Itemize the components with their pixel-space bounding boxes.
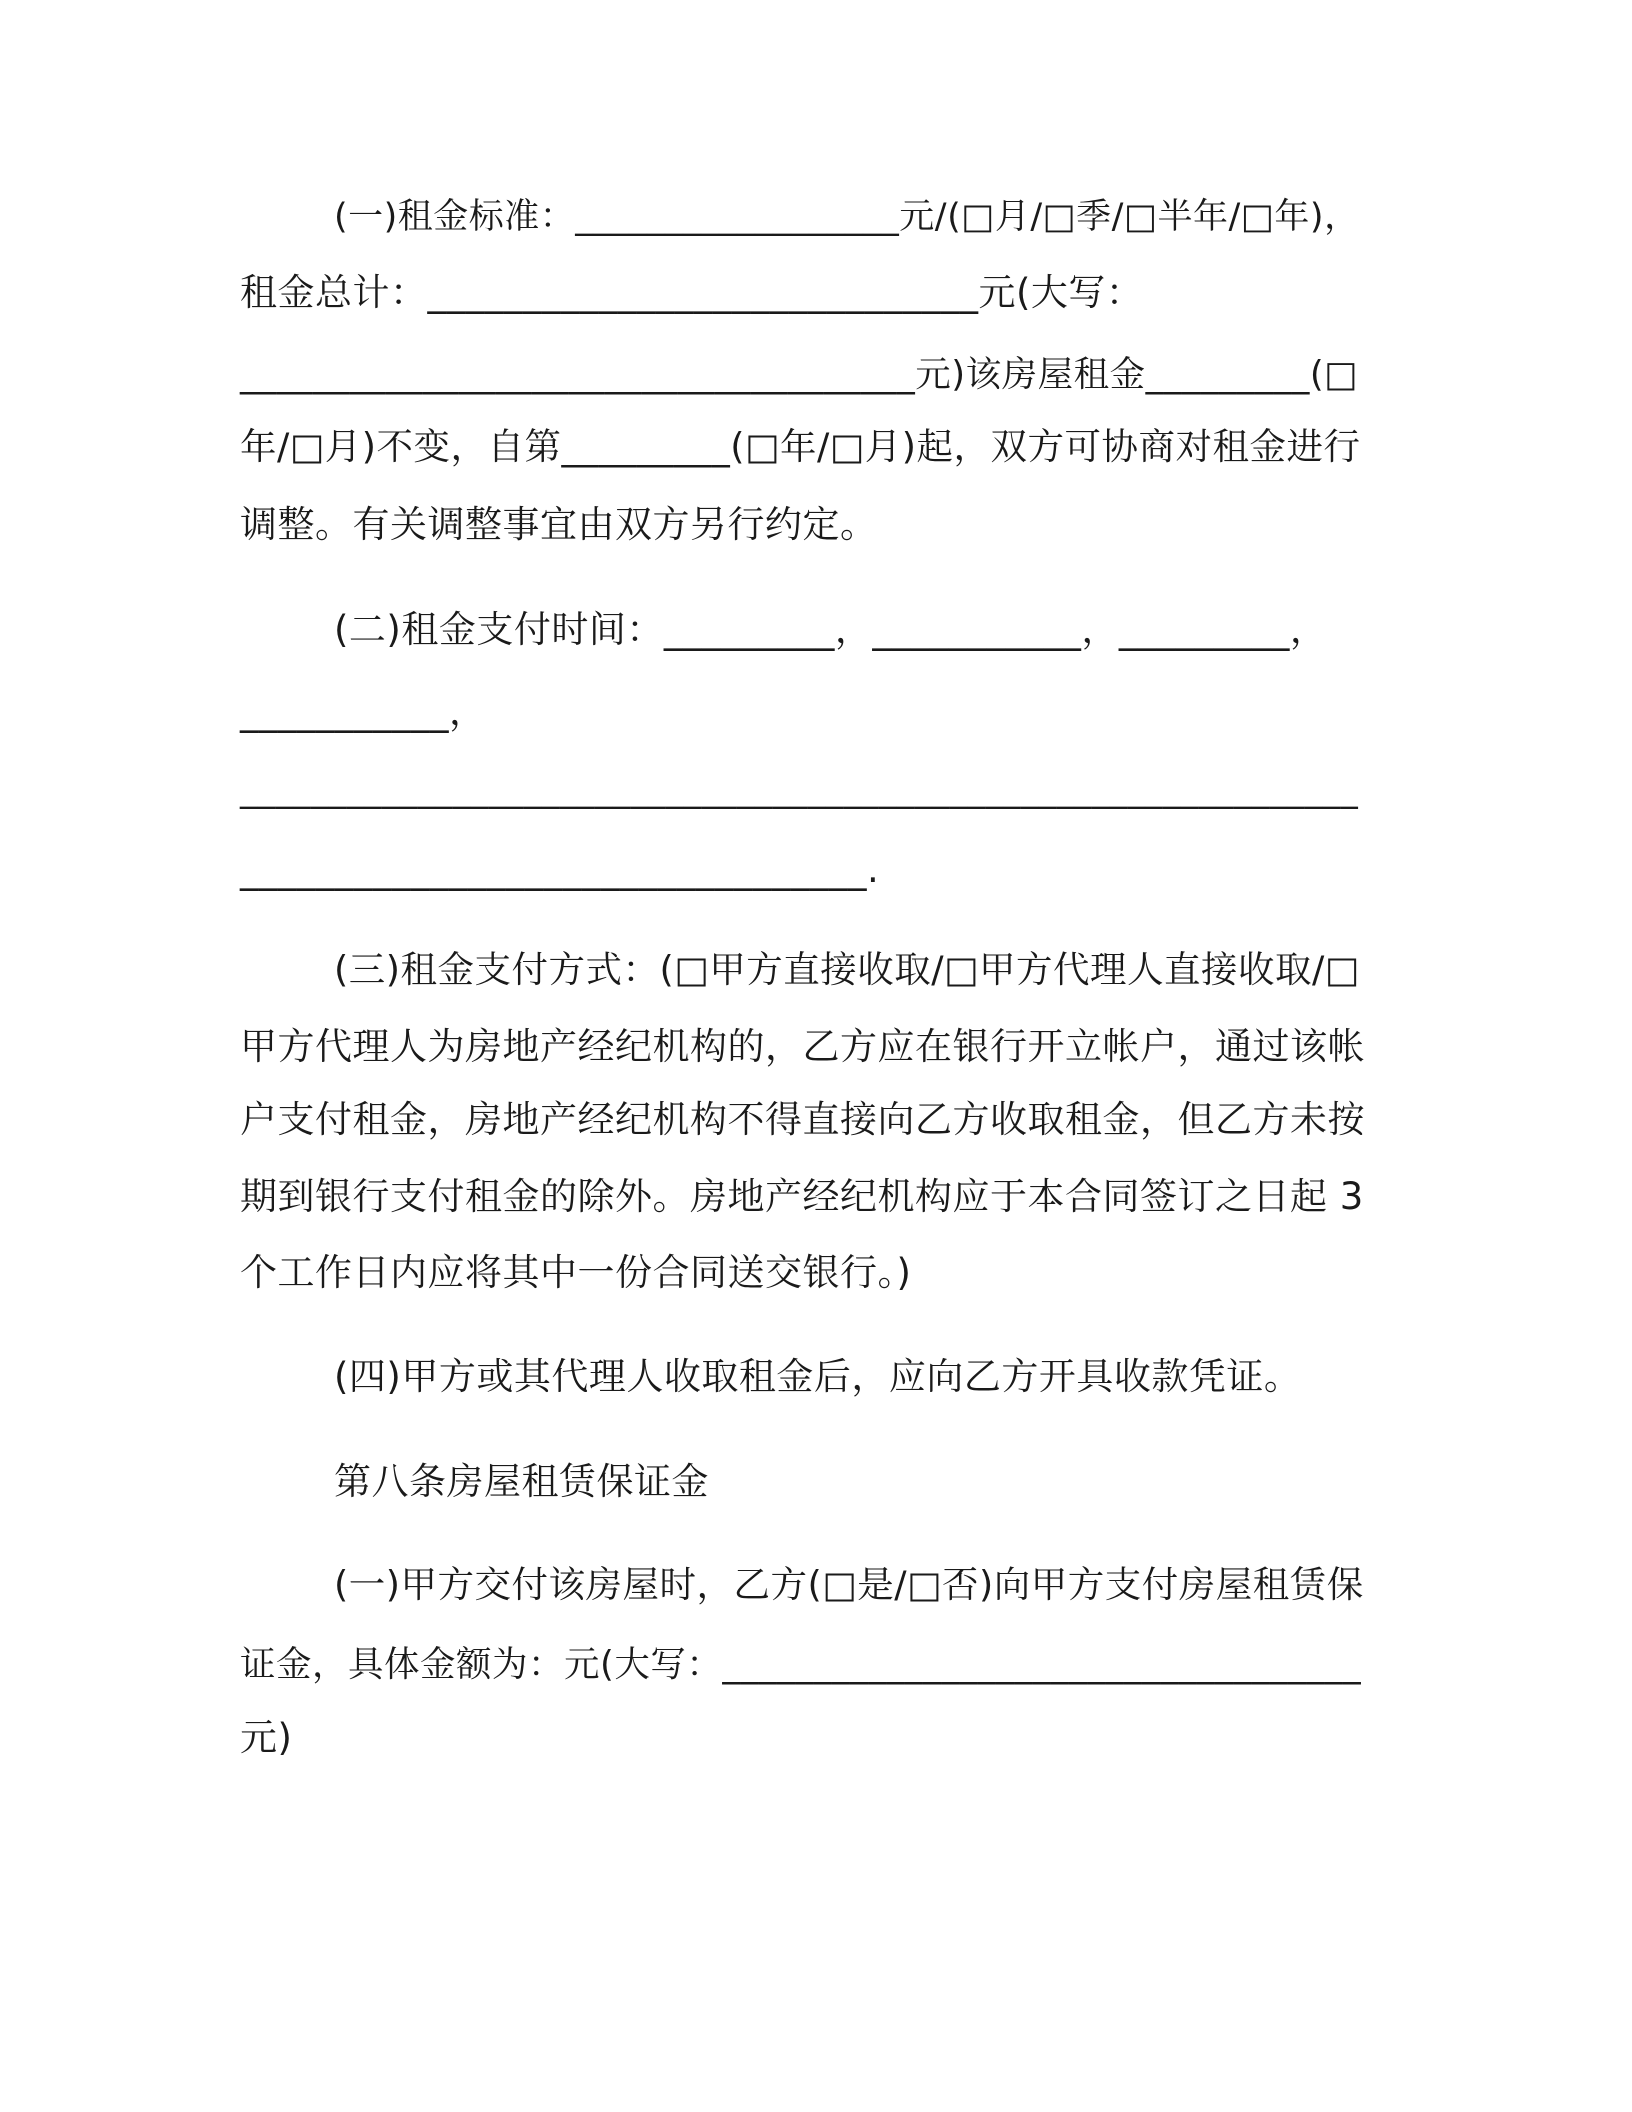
rent-standard-line: (一)租金标准：__________________元/(□月/□季/□半年/□年)， bbox=[334, 197, 1360, 237]
payment-method-line-3: 户支付租金，房地产经纪机构不得直接向乙方收取租金，但乙方未按 bbox=[240, 1098, 1365, 1141]
article-eight-heading: 第八条房屋租赁保证金 bbox=[334, 1460, 709, 1503]
rent-adjust-line: 年/□月)不变，自第_________(□年/□月)起，双方可协商对租金进行 bbox=[240, 425, 1361, 468]
payment-method-line-4: 期到银行支付租金的除外。房地产经纪机构应于本合同签订之日起 3 bbox=[240, 1175, 1364, 1218]
payment-method-line-5: 个工作日内应将其中一份合同送交银行。) bbox=[240, 1251, 912, 1294]
deposit-end-line: 元) bbox=[240, 1716, 293, 1759]
deposit-line: (一)甲方交付该房屋时，乙方(□是/□否)向甲方支付房屋租赁保 bbox=[334, 1563, 1364, 1606]
payment-method-line-2: 甲方代理人为房地产经纪机构的，乙方应在银行开立帐户，通过该帐 bbox=[240, 1025, 1365, 1068]
rent-total-line: 租金总计：_____________________________元(大写： bbox=[240, 271, 1144, 314]
payment-time-full-blank: _______________________________________________________________ bbox=[240, 770, 1359, 810]
payment-time-end-blank: _________________________________. bbox=[240, 848, 880, 891]
deposit-amount-line: 证金，具体金额为：元(大写：___________________________________ bbox=[240, 1644, 1362, 1685]
rent-unchanged-line: _____________________________________元)该房屋租金_________(□ bbox=[240, 354, 1359, 395]
rent-adjust-note-line: 调整。有关调整事宜由双方另行约定。 bbox=[240, 503, 878, 546]
receipt-line: (四)甲方或其代理人收取租金后，应向乙方开具收款凭证。 bbox=[334, 1355, 1302, 1398]
payment-time-line: (二)租金支付时间：_________，___________，_________， bbox=[334, 608, 1328, 651]
payment-time-blank-line: ___________， bbox=[240, 690, 487, 733]
payment-method-line: (三)租金支付方式：(□甲方直接收取/□甲方代理人直接收取/□ bbox=[334, 948, 1360, 991]
